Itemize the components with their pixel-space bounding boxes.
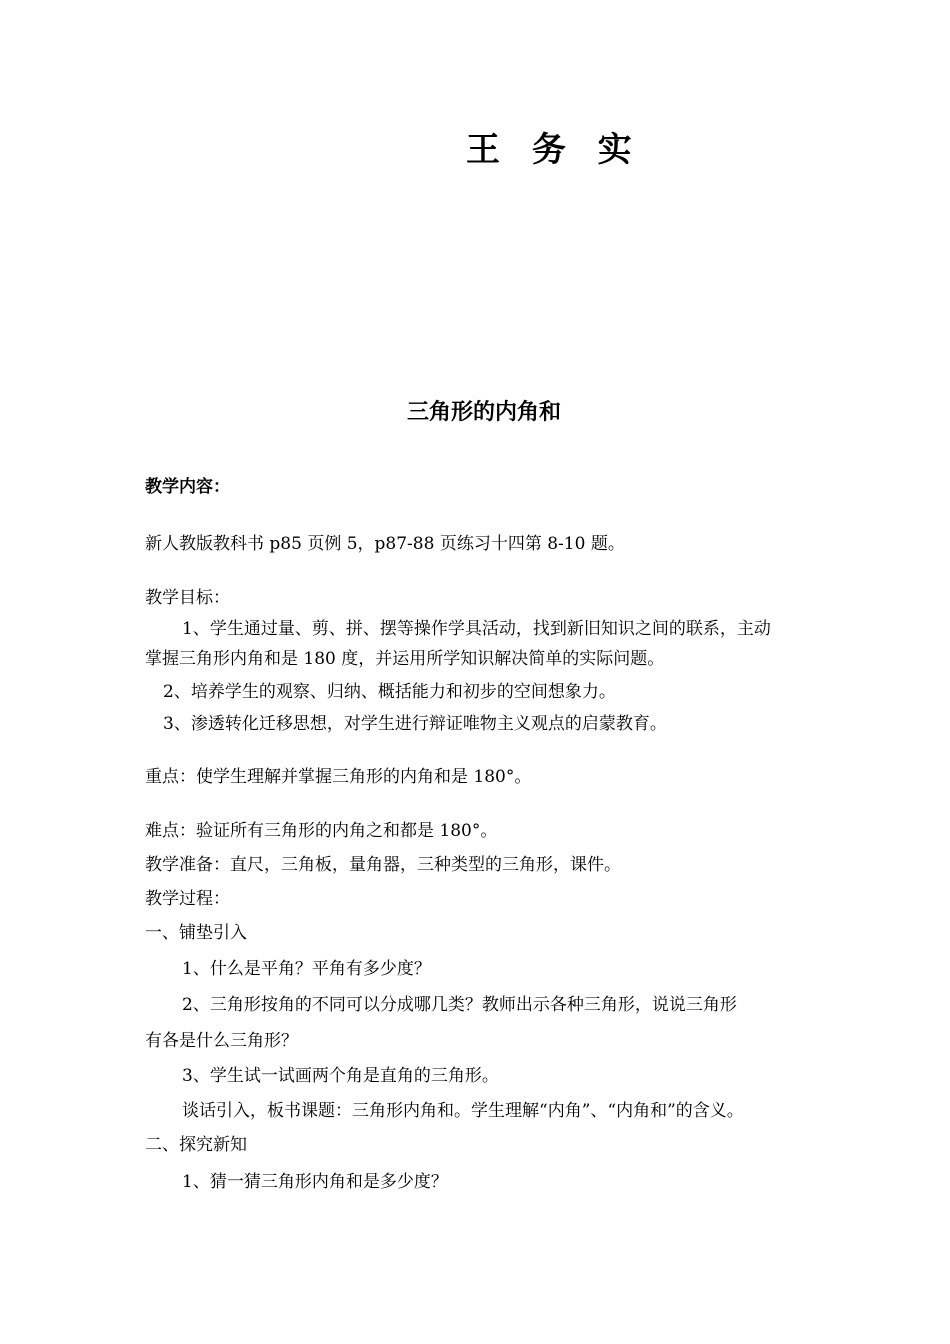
goal-1-line1: 1、学生通过量、剪、拼、摆等操作学具活动，找到新旧知识之间的联系，主动 [182, 619, 771, 639]
section-2-item-1: 1、猜一猜三角形内角和是多少度？ [182, 1172, 448, 1192]
content-text: 新人教版教科书 p85 页例 5，p87-88 页练习十四第 8-10 题。 [145, 534, 625, 554]
goal-1-line2: 掌握三角形内角和是 180 度，并运用所学知识解决简单的实际问题。 [145, 649, 665, 669]
content-heading: 教学内容： [145, 477, 230, 497]
section-1-item-2-line2: 有各是什么三角形？ [145, 1031, 298, 1051]
author-name: 王 务 实 [466, 130, 642, 170]
difficulty: 难点：验证所有三角形的内角之和都是 180°。 [145, 821, 498, 841]
section-1-item-2-line1: 2、三角形按角的不同可以分成哪几类？教师出示各种三角形，说说三角形 [182, 995, 737, 1015]
document-title: 三角形的内角和 [406, 399, 561, 425]
section-1-heading: 一、铺垫引入 [145, 923, 247, 943]
section-2-heading: 二、探究新知 [145, 1135, 247, 1155]
process-heading: 教学过程： [145, 889, 230, 909]
preparation: 教学准备：直尺，三角板，量角器，三种类型的三角形，课件。 [145, 855, 621, 875]
goal-3: 3、渗透转化迁移思想，对学生进行辩证唯物主义观点的启蒙教育。 [163, 714, 667, 734]
key-point: 重点：使学生理解并掌握三角形的内角和是 180°。 [145, 767, 532, 787]
goals-heading: 教学目标： [145, 588, 230, 608]
section-1-intro: 谈话引入，板书课题：三角形内角和。学生理解“内角”、“内角和”的含义。 [182, 1101, 744, 1121]
section-1-item-3: 3、学生试一试画两个角是直角的三角形。 [182, 1066, 499, 1086]
section-1-item-1: 1、什么是平角？平角有多少度？ [182, 959, 431, 979]
goal-2: 2、培养学生的观察、归纳、概括能力和初步的空间想象力。 [163, 682, 616, 702]
